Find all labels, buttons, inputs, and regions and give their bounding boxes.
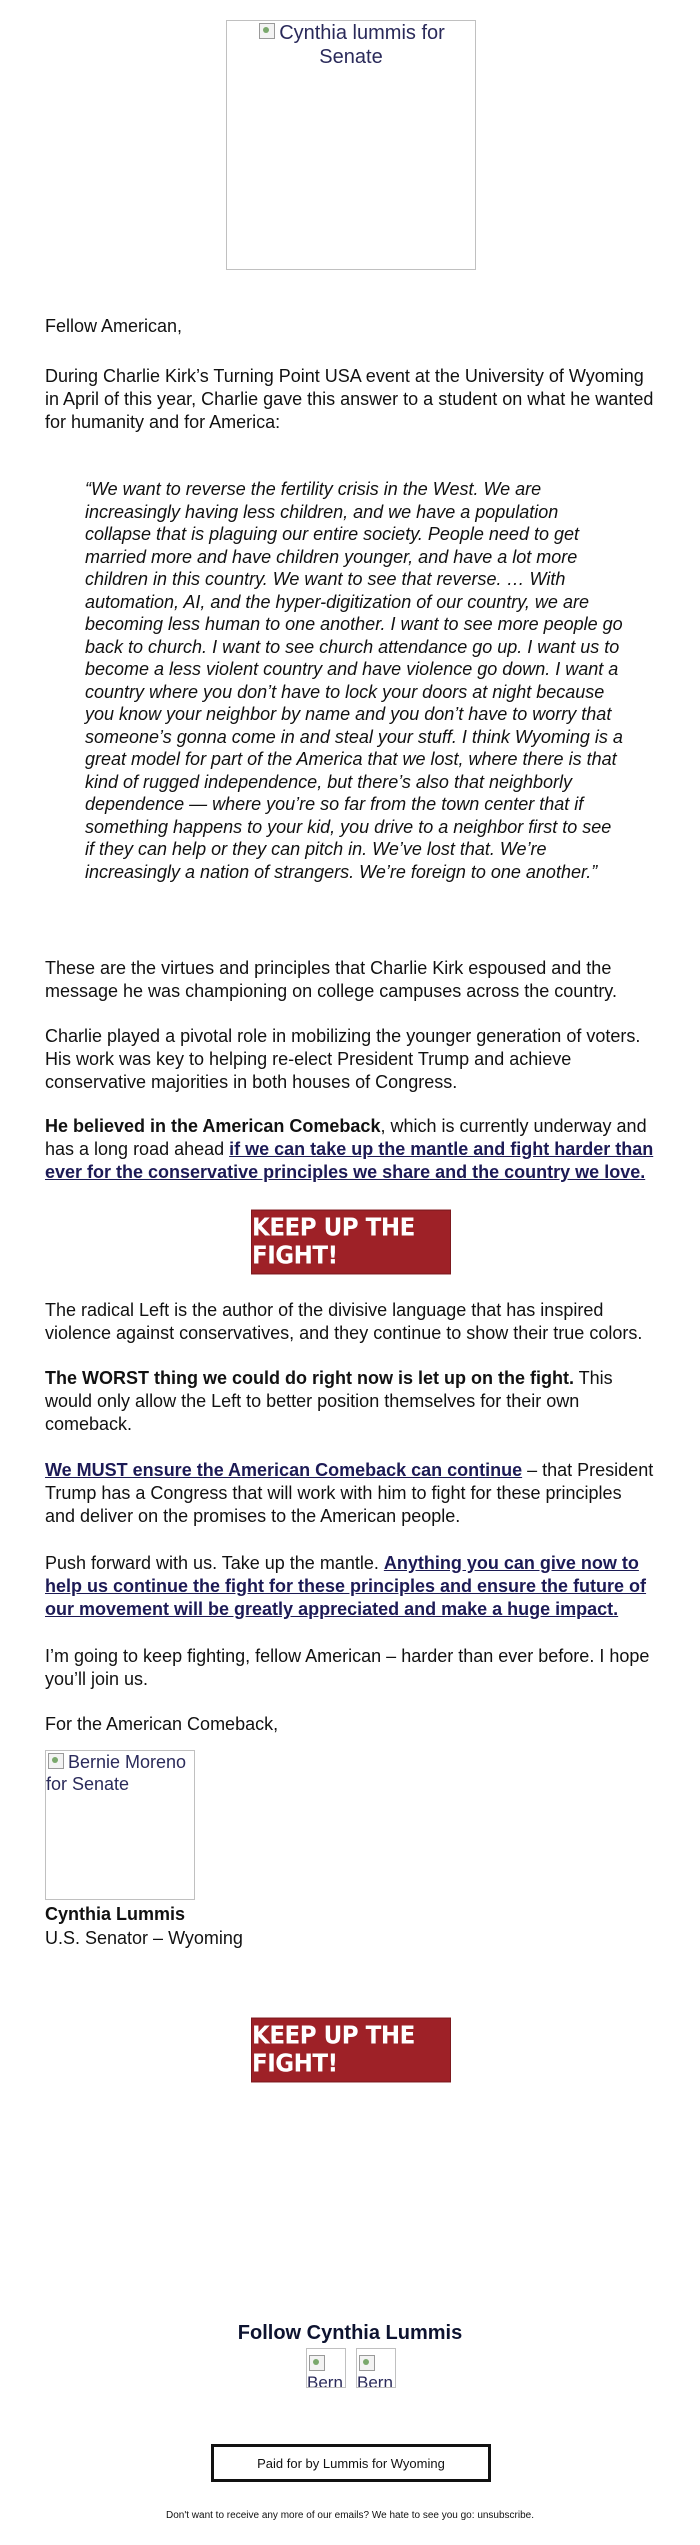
comeback-text: , which is currently underway and has a long road ahead [45,1116,647,1159]
logo-alt-text: Cynthia lummis for Senate [279,22,445,68]
radical-left-paragraph: The radical Left is the author of the divisive language that has inspired violence against conservatives, and they continue to show their true colors. [45,1300,643,1343]
broken-image-icon [48,1753,64,1769]
unsubscribe-footer [0,2510,700,2521]
social-link-2[interactable] [356,2348,396,2388]
must-ensure-paragraph [45,1459,655,1528]
social-icon-1-alt: Bern [307,2373,343,2388]
comeback-donate-link[interactable]: if we can take up the mantle and fight harder than ever for the conservative principles we share and the country we love. [45,1139,654,1182]
greeting: Fellow American, [45,316,183,336]
intro-paragraph: During Charlie Kirk’s Turning Point USA event at the University of Wyoming in April of this year, Charlie gave this answer to a student on what he wanted for humanity and for America: [45,366,654,432]
signature-alt-text: Bernie Moreno for Senate [46,1752,187,1794]
signer-title: U.S. Senator – Wyoming [45,1928,243,1948]
worst-thing-paragraph [45,1367,655,1436]
give-now-link[interactable]: Anything you can give now to help us continue the fight for these principles and ensure the future of our movement will be greatly appreciated and make a huge impact. [45,1553,647,1619]
broken-image-icon [309,2355,325,2371]
social-link-1[interactable] [306,2348,346,2388]
must-ensure-link[interactable]: We MUST ensure the American Comeback can continue [45,1460,523,1480]
unsubscribe-link[interactable]: unsubscribe. [477,2510,535,2521]
closing-line: For the American Comeback, [45,1714,279,1734]
broken-image-icon [359,2355,375,2371]
keep-fighting-paragraph: I’m going to keep fighting, fellow American – harder than ever before. I hope you’ll join us. [45,1646,650,1689]
virtues-paragraph: These are the virtues and principles that Charlie Kirk espoused and the message he was championing on college campuses across the country. [45,958,617,1001]
worst-text: This would only allow the Left to better position themselves for their own comeback. [45,1368,613,1434]
push-forward-paragraph [45,1552,655,1621]
follow-heading: Follow Cynthia Lummis [237,2322,463,2344]
broken-image-icon [259,23,275,39]
pivotal-paragraph: Charlie played a pivotal role in mobilizing the younger generation of voters. His work was key to helping re-elect President Trump and achieve conservative majorities in both houses of Congress. [45,1026,641,1092]
keep-up-the-fight-button-bottom[interactable]: KEEP UP THE FIGHT! [251,2018,451,2083]
push-forward-text: Push forward with us. Take up the mantle. [45,1553,384,1573]
unsubscribe-text: Don't want to receive any more of our emails? We hate to see you go: [165,2510,478,2521]
signer-name: Cynthia Lummis [45,1904,186,1924]
social-icon-2-alt: Bern [357,2373,393,2388]
comeback-bold-text: He believed in the American Comeback [45,1116,381,1136]
campaign-logo-image [226,20,476,270]
comeback-paragraph [45,1115,655,1184]
charlie-kirk-quote: “We want to reverse the fertility crisis in the West. We are increasingly having less children, and we have a population collapse that is plaguing our entire society. People need to get married more and have children younger, and have a lot more children in this country. We want to see that reverse. … With automation, AI, and the hyper-digitization of our country, we are becoming less human to one another. I want to see more people go back to church. I want to see church attendance go up. I want us to become a less violent country and have violence go down. I want a country where you don’t have to lock your doors at night because you know your neighbor by name and you don’t have to worry that someone’s gonna come in and steal your stuff. I think Wyoming is a great model for part of the America that we lost, where there is that kind of rugged independence, but there’s also that neighborly dependence — where you’re so far from the town center that if something happens to your kid, you drive to a neighbor first to see if they can help or they can pitch in. We’ve lost that. We’re increasingly a nation of strangers. We’re foreign to one another.” [85,479,623,882]
paid-for-disclaimer: Paid for by Lummis for Wyoming [211,2444,491,2482]
keep-up-the-fight-button-top[interactable]: KEEP UP THE FIGHT! [251,1210,451,1275]
signature-image [45,1750,195,1900]
worst-bold-text: The WORST thing we could do right now is let up on the fight. [45,1368,574,1388]
must-ensure-text: – that President Trump has a Congress that will work with him to fight for these principles and deliver on the promises to the American people. [45,1460,654,1526]
